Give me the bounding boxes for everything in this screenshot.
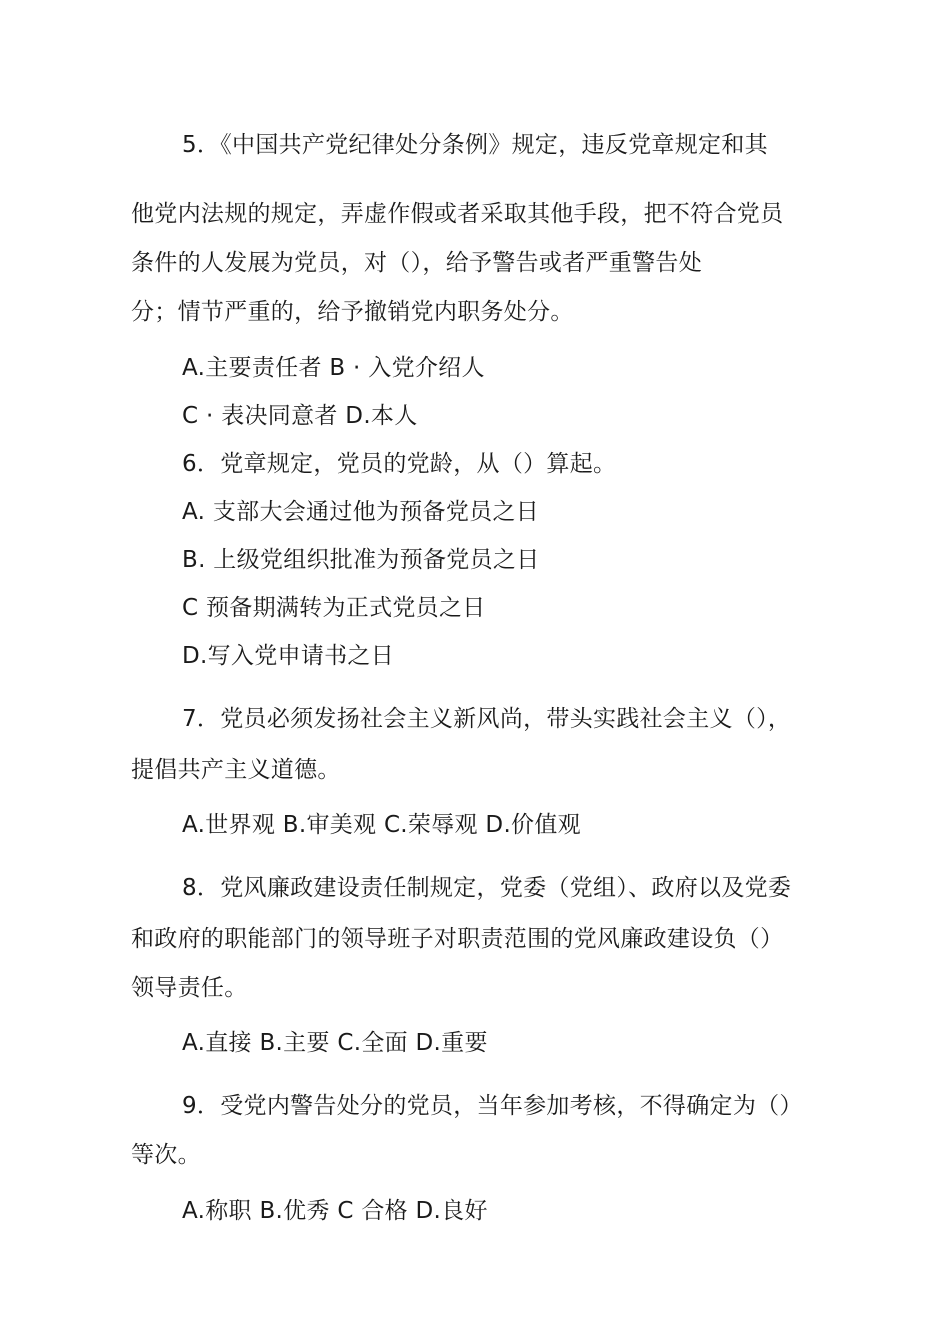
question-9-number: 9． — [182, 1093, 221, 1119]
question-7-number: 7． — [182, 706, 221, 732]
question-6-option-a: A. 支部大会通过他为预备党员之日 — [182, 499, 540, 525]
question-8-stem-line-2: 和政府的职能部门的领导班子对职责范围的党风廉政建设负（） — [131, 926, 784, 952]
question-8-options: A.直接 B.主要 C.全面 D.重要 — [182, 1030, 488, 1056]
question-5-stem-line-1: 5．《中国共产党纪律处分条例》规定，违反党章规定和其 — [182, 132, 768, 158]
question-6-option-b: B. 上级党组织批准为预备党员之日 — [182, 547, 540, 573]
question-5-stem-line-3: 条件的人发展为党员，对（），给予警告或者严重警告处 — [131, 250, 702, 276]
question-8-number: 8． — [182, 875, 221, 901]
question-5-number: 5． — [182, 132, 221, 158]
question-6-option-c: C 预备期满转为正式党员之日 — [182, 595, 486, 621]
question-7-stem-line-1: 7．党员必须发扬社会主义新风尚，带头实践社会主义（）， — [182, 706, 792, 732]
question-5-option-line-2: C · 表决同意者 D.本人 — [182, 403, 418, 429]
question-5-option-line-1: A.主要责任者 B · 入党介绍人 — [182, 355, 485, 381]
question-5-stem-line-4: 分；情节严重的，给予撤销党内职务处分。 — [131, 299, 574, 325]
question-5-stem-line-2: 他党内法规的规定，弄虚作假或者采取其他手段，把不符合党员 — [131, 201, 784, 227]
question-8-stem-line-3: 领导责任。 — [131, 975, 248, 1001]
question-7-stem-line-2: 提倡共产主义道德。 — [131, 757, 341, 783]
question-6-stem-line-1: 6．党章规定，党员的党龄，从（）算起。 — [182, 451, 617, 477]
question-7-options: A.世界观 B.审美观 C.荣辱观 D.价值观 — [182, 812, 581, 838]
question-6-number: 6． — [182, 451, 221, 477]
question-8-stem-line-1: 8．党风廉政建设责任制规定，党委（党组）、政府以及党委 — [182, 875, 792, 901]
question-9-options: A.称职 B.优秀 C 合格 D.良好 — [182, 1198, 488, 1224]
question-9-stem-line-2: 等次。 — [131, 1142, 201, 1168]
question-9-stem-line-1: 9．受党内警告处分的党员，当年参加考核，不得确定为（） — [182, 1093, 803, 1119]
question-6-option-d: D.写入党申请书之日 — [182, 643, 395, 669]
